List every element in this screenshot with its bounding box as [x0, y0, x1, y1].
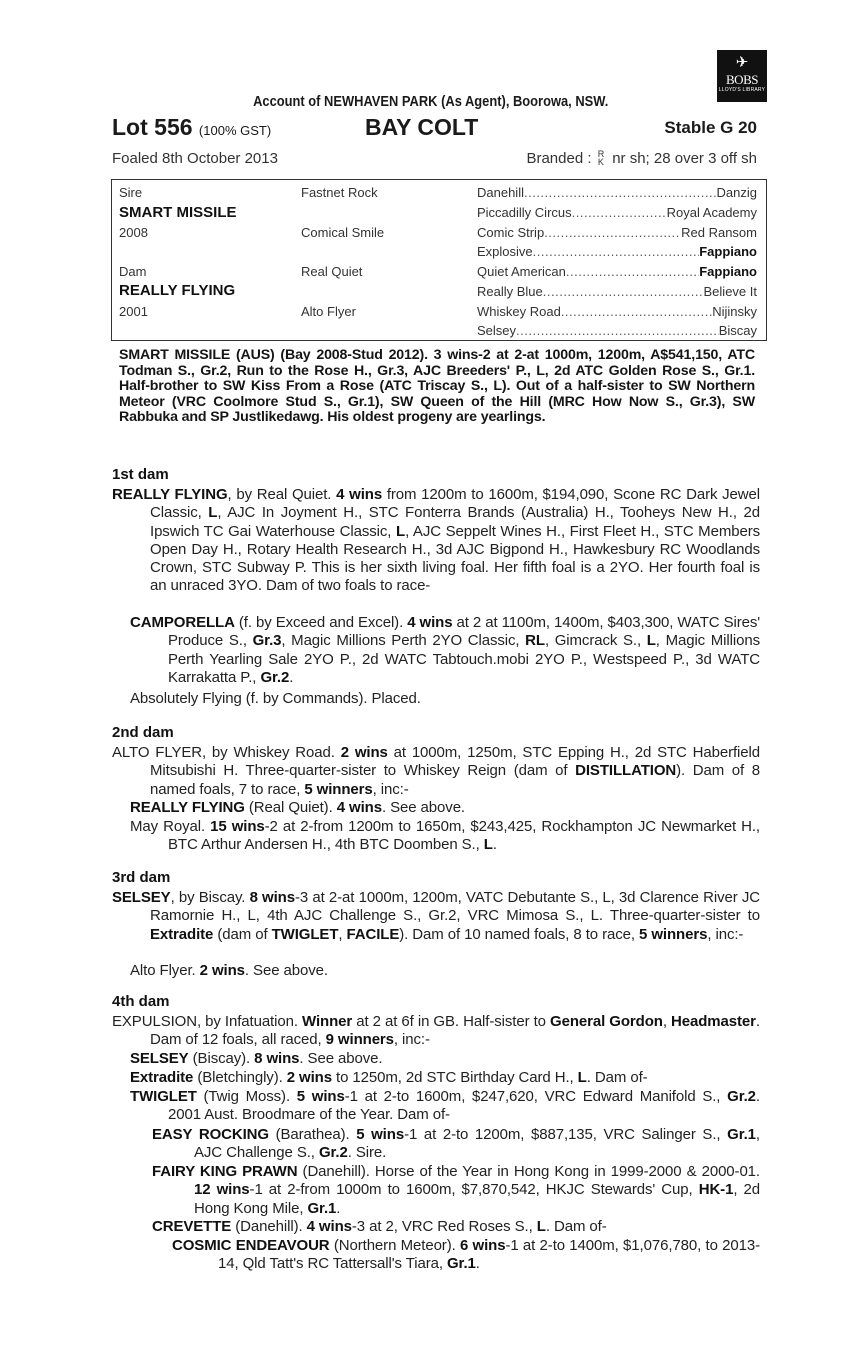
text: (Bletchingly).: [193, 1069, 287, 1086]
section-heading: 1st dam: [112, 466, 169, 483]
section-heading: 2nd dam: [112, 724, 174, 741]
bold-text: 2 wins: [199, 962, 245, 979]
dam-entry: [112, 486, 760, 596]
text: (Barathea).: [268, 1126, 357, 1143]
gen3-row: [477, 225, 757, 240]
text: . See above.: [299, 1050, 383, 1067]
section-heading: 4th dam: [112, 993, 170, 1010]
brand-mark: [598, 150, 605, 166]
text: Alto Flyer.: [130, 962, 200, 979]
bold-text: 2 wins: [286, 1069, 332, 1086]
bold-text: L: [646, 632, 656, 650]
bold-text: Gr.2: [260, 668, 290, 686]
progeny-entry: [172, 1237, 760, 1274]
dam-label: Dam: [119, 264, 147, 279]
progeny-entry: [130, 690, 760, 708]
gen3-row: [477, 323, 757, 338]
text: ). Dam of 10 named foals, 8 to race,: [399, 925, 640, 943]
stable-location: Stable G 20: [664, 118, 757, 137]
bold-text: EASY ROCKING: [152, 1126, 269, 1143]
text: (f. by Exceed and Excel).: [234, 614, 408, 631]
bold-text: Extradite: [130, 1069, 194, 1086]
sire-name: SMART MISSILE: [119, 204, 237, 221]
text: (dam of: [213, 925, 272, 943]
text: . 2001 Aust. Broodmare of the Year. Dam of-: [168, 1088, 760, 1124]
pedigree-table: [111, 179, 767, 341]
logo-name: BOBS: [726, 72, 758, 87]
bold-text: 2 wins: [340, 744, 388, 761]
dam-sire: Real Quiet: [301, 264, 363, 279]
bold-text: 6 wins: [459, 1237, 506, 1254]
text: EXPULSION, by Infatuation.: [112, 1013, 303, 1030]
vendor-account: Account of NEWHAVEN PARK (As Agent), Boorowa, NSW.: [253, 93, 609, 110]
text: . Dam of-: [586, 1069, 648, 1086]
progeny-entry: [152, 1163, 760, 1218]
lot-number: [112, 114, 271, 141]
leader-dots: [533, 244, 700, 259]
text: .: [289, 668, 294, 686]
foaled-date: Foaled 8th October 2013: [112, 150, 278, 167]
bold-text: 8 wins: [249, 889, 295, 906]
text: . Sire.: [347, 1144, 387, 1162]
logo-subtitle: LLOYD'S LIBRARY: [718, 87, 766, 93]
gen3-sire: Danzig: [716, 185, 757, 200]
bold-text: 4 wins: [306, 1218, 352, 1235]
bold-text: 8 wins: [254, 1050, 300, 1067]
bold-text: REALLY FLYING: [130, 799, 245, 816]
gen3-name: Danehill: [477, 185, 524, 200]
dam-entry: [112, 1013, 760, 1050]
text: (Biscay).: [188, 1050, 255, 1067]
gen3-sire: Royal Academy: [666, 205, 757, 220]
bold-text: Gr.1: [307, 1199, 337, 1217]
sire-sire: Fastnet Rock: [301, 185, 378, 200]
text: . Dam of 12 foals, all raced,: [150, 1013, 760, 1049]
dam-dam: Alto Flyer: [301, 304, 356, 319]
text: , by Biscay.: [170, 889, 250, 906]
progeny-entry: [130, 614, 760, 687]
gen3-name: Comic Strip: [477, 225, 545, 240]
text: , Gimcrack S.,: [544, 632, 647, 650]
gen3-row: [477, 264, 757, 279]
text: , by Real Quiet.: [227, 486, 337, 503]
gen3-row: [477, 244, 757, 259]
bold-text: COSMIC ENDEAVOUR: [172, 1237, 330, 1254]
text: , 2d Hong Kong Mile,: [194, 1181, 760, 1217]
text: ). Dam of 8 named foals, 7 to race,: [150, 762, 760, 798]
text: at 1000m, 1250m, STC Epping H., 2d STC Haberfield Mitsubishi H. Three-quarter-sister to Whiskey Reign (dam of: [150, 744, 761, 780]
text: -1 at 2-to 1200m, $887,135, VRC Salinger S.,: [404, 1126, 728, 1143]
gen3-sire: Biscay: [718, 323, 757, 338]
bold-text: SELSEY: [130, 1050, 189, 1067]
gen3-row: [477, 304, 757, 319]
bold-text: CREVETTE: [152, 1218, 232, 1235]
bold-text: 4 wins: [336, 486, 383, 503]
gen3-sire: Fappiano: [699, 244, 757, 259]
text: (Northern Meteor).: [329, 1237, 460, 1254]
progeny-entry: [130, 962, 760, 980]
brand-text: nr sh; 28 over 3 off sh: [612, 150, 757, 167]
gen3-sire: Believe It: [703, 284, 757, 299]
text: , AJC In Joyment H., STC Fonterra Brands (Australia) H., Tooheys New H., 2d Ipswich TC Gai Waterhouse Classic,: [150, 504, 760, 540]
bold-text: 5 winners: [304, 780, 373, 798]
sire-year: 2008: [119, 225, 148, 240]
text: -2 at 2-from 1200m to 1650m, $243,425, Rockhampton JC Newmarket H., BTC Arthur Andersen H., 4th BTC Doomben S.,: [168, 818, 760, 854]
bold-text: FAIRY KING PRAWN: [152, 1163, 298, 1180]
gen3-name: Piccadilly Circus: [477, 205, 572, 220]
text: -1 at 2-to 1600m, $247,620, VRC Edward Manifold S.,: [344, 1088, 728, 1105]
text: Absolutely Flying (f. by Commands). Placed.: [130, 690, 421, 707]
gen3-name: Quiet American: [477, 264, 566, 279]
text: . See above.: [244, 962, 328, 979]
text: , inc:-: [393, 1031, 430, 1049]
text: . See above.: [381, 799, 465, 816]
gen3-name: Selsey: [477, 323, 517, 338]
bold-text: CAMPORELLA: [130, 614, 235, 631]
bold-text: L: [396, 522, 406, 540]
text: ,: [662, 1013, 672, 1030]
leader-dots: [561, 304, 712, 319]
text: , Magic Millions Perth Yearling Sale 2YO P., 2d WATC Tabtouch.mobi 2YO P., Westspeed P., 3d WATC Karrakatta P.,: [168, 632, 760, 686]
text: , inc:-: [372, 780, 409, 798]
bold-text: Headmaster: [671, 1013, 756, 1030]
text: , inc:-: [707, 925, 744, 943]
progeny-entry: [130, 1050, 760, 1068]
progeny-entry: [130, 818, 760, 855]
text: , AJC Seppelt Wines H., First Fleet H., STC Members Open Day H., Rotary Health Research H., 3d AJC Bigpond H., Hawkesbury RC Woodlands Crown, STC Subway P. This is her sixth living foal. Her fifth foal is a 2YO. Her fourth foal is an unraced 3YO. Dam of two foals to race-: [150, 522, 760, 595]
text: at 2 at 6f in GB. Half-sister to: [352, 1013, 551, 1030]
bold-text: DISTILLATION: [575, 762, 677, 780]
text: .: [336, 1199, 341, 1217]
leader-dots: [544, 225, 681, 240]
progeny-entry: [130, 1088, 760, 1125]
bold-text: L: [483, 836, 493, 854]
progeny-entry: [130, 1069, 760, 1087]
dam-year: 2001: [119, 304, 148, 319]
text: (Real Quiet).: [244, 799, 337, 816]
bold-text: 12 wins: [194, 1181, 250, 1199]
text: , Magic Millions Perth 2YO Classic,: [281, 632, 526, 650]
horse-description: BAY COLT: [365, 114, 479, 140]
gen3-row: [477, 284, 757, 299]
text: .: [475, 1255, 480, 1273]
text: ALTO FLYER, by Whiskey Road.: [112, 744, 341, 761]
bold-text: L: [577, 1069, 587, 1086]
gen3-sire: Nijinsky: [712, 304, 757, 319]
bold-text: 5 wins: [356, 1126, 405, 1143]
brand-bottom: K: [597, 157, 604, 167]
dam-entry: [112, 744, 760, 799]
progeny-entry: [152, 1218, 760, 1236]
bird-icon: ✈: [735, 54, 749, 71]
text: (Danehill). Horse of the Year in Hong Kong in 1999-2000 & 2000-01.: [297, 1163, 760, 1180]
bold-text: 15 wins: [210, 818, 265, 835]
text: -3 at 2, VRC Red Roses S.,: [351, 1218, 537, 1235]
bold-text: 4 wins: [336, 799, 382, 816]
bold-text: SELSEY: [112, 889, 171, 906]
text: at 2 at 1100m, 1400m, $403,300, WATC Sires' Produce S.,: [168, 614, 761, 650]
section-heading: 3rd dam: [112, 869, 171, 886]
text: -1 at 2-to 1400m, $1,076,780, to 2013-14, Qld Tatt's RC Tattersall's Tiara,: [218, 1237, 760, 1273]
gen3-name: Whiskey Road: [477, 304, 561, 319]
bold-text: 4 wins: [407, 614, 453, 631]
gen3-row: [477, 185, 757, 200]
bold-text: FACILE: [346, 925, 400, 943]
bold-text: Gr.3: [252, 632, 282, 650]
lot-label: Lot 556: [112, 114, 193, 140]
bold-text: Gr.2: [318, 1144, 348, 1162]
sire-dam: Comical Smile: [301, 225, 385, 240]
bold-text: Gr.2: [727, 1088, 756, 1105]
bold-text: Extradite: [150, 925, 214, 943]
brand-info: [526, 150, 757, 167]
bold-text: TWIGLET: [271, 925, 339, 943]
text: -3 at 2-at 1000m, 1200m, VATC Debutante S., L, 3d Clarence River JC Ramornie H., L, 4th AJC Challenge S., Gr.2, VRC Mimosa S., L. Three-quarter-sister to: [150, 889, 761, 925]
text: -1 at 2-from 1000m to 1600m, $7,870,542, HKJC Stewards' Cup,: [249, 1181, 699, 1199]
text: (Danehill).: [231, 1218, 307, 1235]
bold-text: RL: [525, 632, 545, 650]
text: . Dam of-: [545, 1218, 607, 1235]
bold-text: HK-1: [698, 1181, 734, 1199]
leader-dots: [524, 185, 717, 200]
bold-text: 9 winners: [325, 1031, 394, 1049]
bold-text: General Gordon: [550, 1013, 663, 1030]
gst-note: (100% GST): [198, 123, 272, 138]
bold-text: TWIGLET: [130, 1088, 197, 1105]
lot-header: [112, 114, 757, 142]
leader-dots: [543, 284, 704, 299]
leader-dots: [572, 205, 667, 220]
sire-label: Sire: [119, 185, 143, 200]
bold-text: L: [536, 1218, 546, 1235]
bold-text: REALLY FLYING: [112, 486, 228, 503]
bold-text: 5 wins: [296, 1088, 345, 1105]
text: May Royal.: [130, 818, 211, 835]
gen3-sire: Red Ransom: [681, 225, 757, 240]
text: (Twig Moss).: [196, 1088, 297, 1105]
gen3-name: Explosive: [477, 244, 533, 259]
gen3-name: Really Blue: [477, 284, 543, 299]
branded-label: Branded :: [526, 150, 592, 167]
dam-name: REALLY FLYING: [119, 282, 236, 299]
bold-text: Gr.1: [446, 1255, 476, 1273]
leader-dots: [566, 264, 699, 279]
text: from 1200m to 1600m, $194,090, Scone RC Dark Jewel Classic,: [150, 486, 760, 522]
progeny-entry: [152, 1126, 760, 1163]
sire-summary: SMART MISSILE (AUS) (Bay 2008-Stud 2012). 3 wins-2 at 2-at 1000m, 1200m, A$541,150, ATC Todman S., Gr.2, Run to the Rose H., Gr.3, AJC Breeders' P., L, 2d ATC Golden Rose S., Gr.1. Half-brother to SW Kiss From a Rose (ATC Triscay S., L). Out of a half-sister to SW Northern Meteor (VRC Coolmore Stud S., Gr.1), SW Queen of the Hill (MRC How Now S., Gr.3), SW Rabbuka and SP Justlikedawg. His oldest progeny are yearlings.: [119, 347, 755, 425]
progeny-entry: [130, 799, 760, 817]
bold-text: L: [208, 504, 218, 522]
text: ,: [338, 925, 347, 943]
bold-text: Gr.1: [727, 1126, 756, 1143]
leader-dots: [516, 323, 719, 338]
bold-text: 5 winners: [639, 925, 708, 943]
dam-entry: [112, 889, 760, 944]
gen3-row: [477, 205, 757, 220]
text: .: [492, 836, 497, 854]
brand-top: R: [597, 149, 605, 159]
text: to 1250m, 2d STC Birthday Card H.,: [331, 1069, 578, 1086]
bold-text: Winner: [302, 1013, 353, 1030]
text: , AJC Challenge S.,: [194, 1126, 760, 1162]
gen3-sire: Fappiano: [699, 264, 757, 279]
